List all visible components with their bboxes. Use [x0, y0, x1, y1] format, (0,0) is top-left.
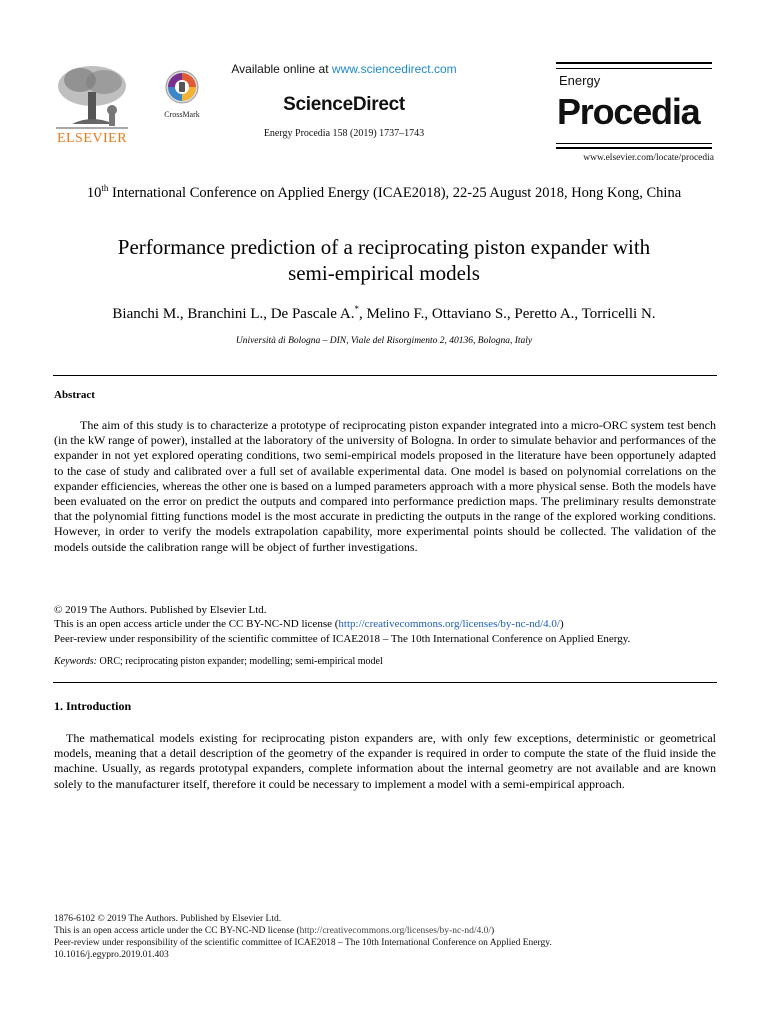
copyright-line: © 2019 The Authors. Published by Elsevier Ltd. — [54, 604, 267, 616]
paper-title — [50, 234, 718, 286]
sciencedirect-wordmark: ScienceDirect — [283, 94, 405, 115]
logo-rule-bottom-thin — [556, 143, 712, 144]
journal-reference: Energy Procedia 158 (2019) 1737–1743 — [263, 128, 425, 139]
issn-line: 1876-6102 © 2019 The Authors. Published by Elsevier Ltd. — [54, 914, 282, 924]
journal-logo — [556, 60, 712, 152]
journal-name-large: Procedia — [557, 91, 700, 132]
paper-title-line-1: Performance prediction of a reciprocating piston expander with — [117, 235, 651, 259]
conference-ordinal-suffix: th — [101, 183, 109, 193]
journal-homepage-link[interactable]: www.elsevier.com/locate/procedia — [583, 153, 714, 163]
footer-license-suffix: ) — [491, 926, 495, 936]
conference-ordinal: 10 — [86, 184, 102, 201]
license-link[interactable]: http://creativecommons.org/licenses/by-nc-nd/4.0/ — [338, 618, 560, 631]
footer-license-prefix: This is an open access article under the CC BY-NC-ND license ( — [54, 926, 300, 936]
journal-name-small: Energy — [559, 73, 601, 88]
conference-line — [50, 180, 718, 201]
keywords-line — [54, 656, 718, 667]
introduction-body: The mathematical models existing for reciprocating piston expanders are, with only few exceptions, deterministic or geometrical models, meaning that a detail description of the geometry of the expander is required in order to compute the state of the fluid inside the machine. Usually, as regards prototypal expanders, complete information about the internal geometry are not available and are known solely to the manufacturer itself, therefore it could be necessary to implement a model with a semi-empirical approach. — [54, 731, 716, 791]
elsevier-wordmark: ELSEVIER — [56, 131, 128, 146]
availability-prefix: Available online at — [231, 62, 332, 76]
authors-rest: , Melino F., Ottaviano S., Peretto A., Torricelli N. — [358, 306, 656, 322]
license-suffix: ) — [560, 618, 564, 631]
keywords-label: Keywords: — [54, 656, 97, 667]
authors-first: Bianchi M., Branchini L., De Pascale A. — [112, 306, 355, 322]
peer-review-line: Peer-review under responsibility of the scientific committee of ICAE2018 – The 10th International Conference on Applied Energy. — [54, 632, 631, 645]
footer-peer-review-line: Peer-review under responsibility of the scientific committee of ICAE2018 – The 10th International Conference on Applied Energy. — [54, 938, 552, 948]
section-divider — [53, 375, 717, 376]
footer-license-link[interactable]: http://creativecommons.org/licenses/by-nc-nd/4.0/ — [299, 926, 491, 936]
availability-line — [214, 62, 474, 76]
affiliation: Università di Bologna – DIN, Viale del Risorgimento 2, 40136, Bologna, Italy — [235, 336, 533, 346]
doi-link[interactable]: 10.1016/j.egypro.2019.01.403 — [54, 950, 169, 960]
paper-title-line-2: semi-empirical models — [288, 261, 480, 285]
abstract-body: The aim of this study is to characterize a prototype of reciprocating piston expander integrated into a micro-ORC system test bench (in the kW range of power), installed at the laboratory of the university of Bologna. In order to simulate behavior and performances of the expander in not yet explored operating conditions, two semi-empirical models proposed in the literature have been opportunely adapted to the case of study and calibrated over a full set of available experimental data. One model is based on polynomial correlations on the expander efficiencies, whereas the other one is based on a lumped parameters approach with a more physical sense. Both the models have been evaluated on the error on predict the outputs and compared into performance prediction maps. The preliminary results demonstrate that the polynomial fitting functions model is the most accurate in predicting the outputs in the range of the explored working conditions. However, in order to verify the models extrapolation capability, more experimental points should be collected. The validation of the models outside the calibration range will be object of further investigations. — [54, 418, 716, 554]
sciencedirect-link[interactable]: www.sciencedirect.com — [331, 62, 457, 76]
introduction-heading: 1. Introduction — [54, 699, 132, 713]
corresponding-author-mark[interactable]: * — [354, 304, 359, 314]
crossmark-badge[interactable] — [158, 70, 206, 119]
footer-license-line — [54, 925, 718, 937]
keywords-list: ORC; reciprocating piston expander; modelling; semi-empirical model — [96, 656, 383, 667]
section-divider — [53, 682, 717, 683]
logo-rule-top-thin — [556, 68, 712, 69]
license-line — [54, 617, 718, 631]
logo-rule-top — [556, 62, 712, 64]
logo-rule-bottom — [556, 147, 712, 149]
license-prefix: This is an open access article under the CC BY-NC-ND license ( — [54, 618, 339, 631]
page-footer — [54, 913, 718, 961]
crossmark-icon — [165, 70, 199, 104]
conference-text: International Conference on Applied Energy (ICAE2018), 22-25 August 2018, Hong Kong, China — [108, 184, 682, 201]
crossmark-label: CrossMark — [164, 110, 200, 119]
author-list — [50, 304, 718, 323]
article-license-block — [54, 603, 718, 646]
abstract-heading: Abstract — [54, 389, 95, 401]
